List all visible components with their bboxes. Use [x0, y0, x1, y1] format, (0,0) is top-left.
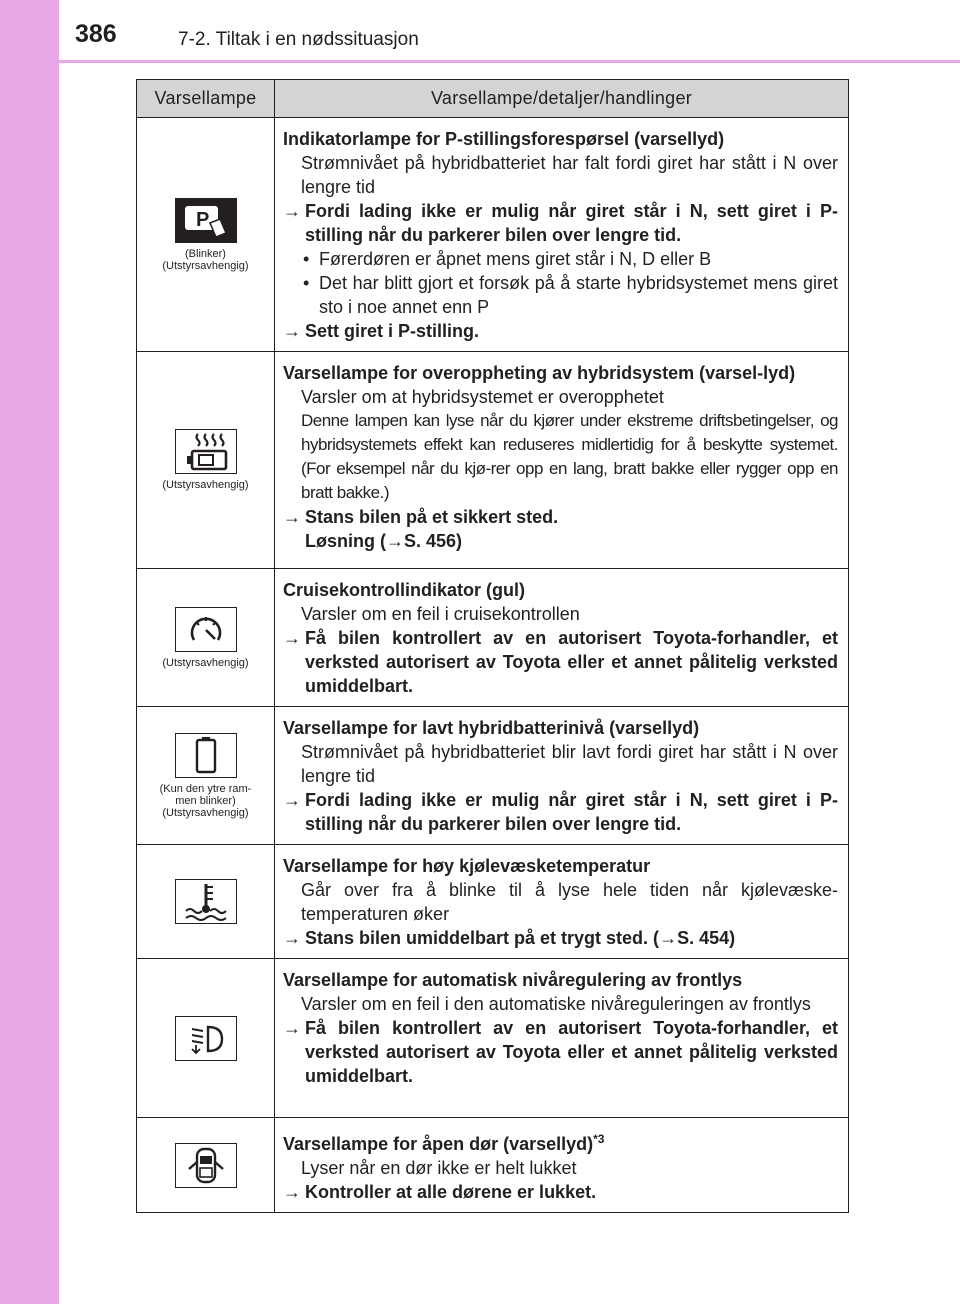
row-description: Varsler om en feil i cruisekontrollen: [301, 604, 580, 624]
row-title: Varsellampe for automatisk nivåregulering av frontlys: [283, 970, 743, 990]
svg-text:P: P: [195, 208, 209, 231]
details-cell: [275, 569, 849, 707]
action-item: → Få bilen kontrollert av en autorisert Toyota-forhandler, et verksted autorisert av Toyota eller et annet pålitelig verksted umiddelbart.: [283, 628, 838, 696]
row-description: Varsler om at hybridsystemet er overopphetet: [301, 387, 664, 407]
page-number: 386: [75, 20, 117, 48]
table-row: [137, 1118, 849, 1213]
open-door-icon: [175, 1143, 237, 1188]
icon-caption: (Kun den ytre ram-: [159, 782, 252, 795]
row-description: Strømnivået på hybridbatteriet blir lavt fordi giret har stått i N over lengre tid: [301, 742, 838, 786]
headlight-leveling-icon: [175, 1016, 237, 1061]
header-rule: [59, 60, 960, 63]
arrow-right-icon: →: [283, 928, 301, 948]
icon-cell: [137, 569, 275, 707]
icon-caption: (Utstyrsavhengig): [162, 806, 249, 819]
p-position-request-icon: [175, 198, 237, 243]
high-coolant-temperature-icon: [175, 879, 237, 924]
details-cell: [275, 707, 849, 845]
row-title: Cruisekontrollindikator (gul): [283, 580, 526, 600]
arrow-right-icon: →: [385, 531, 404, 551]
action-item: → Stans bilen på et sikkert sted.: [283, 507, 559, 527]
row-description: Strømnivået på hybridbatteriet har falt fordi giret har stått i N over lengre tid: [301, 153, 838, 197]
row-description: Lyser når en dør ikke er helt lukket: [301, 1158, 577, 1178]
row-title: Varsellampe for høy kjølevæsketemperatur: [283, 856, 651, 876]
table-row: [137, 845, 849, 959]
action-item: → Fordi lading ikke er mulig når giret står i N, sett giret i P-stilling når du parkerer bilen over lengre tid.: [283, 201, 838, 245]
action-item: → Sett giret i P-stilling.: [283, 321, 480, 341]
action-item: → Fordi lading ikke er mulig når giret står i N, sett giret i P-stilling når du parkerer bilen over lengre tid.: [283, 790, 838, 834]
table-row: [137, 707, 849, 845]
icon-cell: [137, 118, 275, 352]
row-title: Varsellampe for overoppheting av hybridsystem (varsel-lyd): [283, 363, 796, 383]
details-cell: [275, 352, 849, 569]
table-header-row: [137, 80, 849, 118]
arrow-right-icon: →: [659, 928, 678, 948]
arrow-right-icon: →: [283, 1182, 301, 1202]
section-title: 7-2. Tiltak i en nødssituasjon: [178, 29, 419, 50]
arrow-right-icon: →: [283, 201, 301, 221]
action-item: → Få bilen kontrollert av en autorisert Toyota-forhandler, et verksted autorisert av Toyota eller et annet pålitelig verksted umiddelbart.: [283, 1018, 838, 1086]
table-row: [137, 352, 849, 569]
warning-light-table: [136, 79, 849, 1213]
icon-cell: [137, 1118, 275, 1213]
footnote-marker[interactable]: *3: [593, 1132, 605, 1146]
icon-cell: [137, 845, 275, 959]
low-hybrid-battery-icon: [175, 733, 237, 778]
chapter-side-tab: [0, 0, 59, 1304]
icon-caption: (Utstyrsavhengig): [162, 479, 249, 491]
icon-caption: (Utstyrsavhengig): [162, 656, 249, 669]
row-description: Varsler om en feil i den automatiske nivåreguleringen av frontlys: [301, 994, 811, 1014]
table-row: [137, 118, 849, 352]
action-item: → Kontroller at alle dørene er lukket.: [283, 1182, 597, 1202]
arrow-right-icon: →: [283, 1018, 301, 1038]
icon-caption: (Blinker): [185, 247, 226, 260]
column-header-details: Varsellampe/detaljer/handlinger: [275, 80, 849, 118]
icon-cell: [137, 707, 275, 845]
row-title: Varsellampe for lavt hybridbatterinivå (varsellyd): [283, 718, 700, 738]
icon-cell: [137, 959, 275, 1118]
reference-link[interactable]: → Stans bilen umiddelbart på et trygt sted. (→S. 454): [283, 928, 736, 948]
cruise-control-icon: [175, 607, 237, 652]
details-cell: [275, 1118, 849, 1213]
reference-link[interactable]: Løsning (→S. 456): [305, 531, 463, 551]
table-row: [137, 959, 849, 1118]
bullet-item: • Førerdøren er åpnet mens giret står i N, D eller B: [303, 249, 712, 269]
row-title: Indikatorlampe for P-stillingsforespørsel (varsellyd): [283, 129, 725, 149]
details-cell: [275, 118, 849, 352]
details-cell: [275, 845, 849, 959]
bullet-item: • Det har blitt gjort et forsøk på å starte hybridsystemet mens giret sto i noe annet enn P: [303, 273, 838, 317]
arrow-right-icon: →: [283, 628, 301, 648]
table-row: [137, 569, 849, 707]
row-description: Denne lampen kan lyse når du kjører under ekstreme driftsbetingelser, og hybridsystemets effekt kan reduseres midlertidig for å beskytte systemet. (For eksempel når du kjø-rer opp en lang, bratt bakke eller rygger opp en bratt bakke.): [301, 411, 838, 502]
arrow-right-icon: →: [283, 507, 301, 527]
row-title: Varsellampe for åpen dør (varsellyd)$^{*3}$: [283, 1132, 605, 1154]
icon-caption: (Utstyrsavhengig): [162, 259, 249, 272]
icon-caption: men blinker): [175, 794, 236, 807]
column-header-lamp: Varsellampe: [137, 80, 275, 118]
arrow-right-icon: →: [283, 321, 301, 341]
arrow-right-icon: →: [283, 790, 301, 810]
hybrid-system-overheat-icon: [175, 429, 237, 474]
details-cell: [275, 959, 849, 1118]
row-description: Går over fra å blinke til å lyse hele tiden når kjølevæske-temperaturen øker: [301, 880, 838, 924]
icon-cell: [137, 352, 275, 569]
